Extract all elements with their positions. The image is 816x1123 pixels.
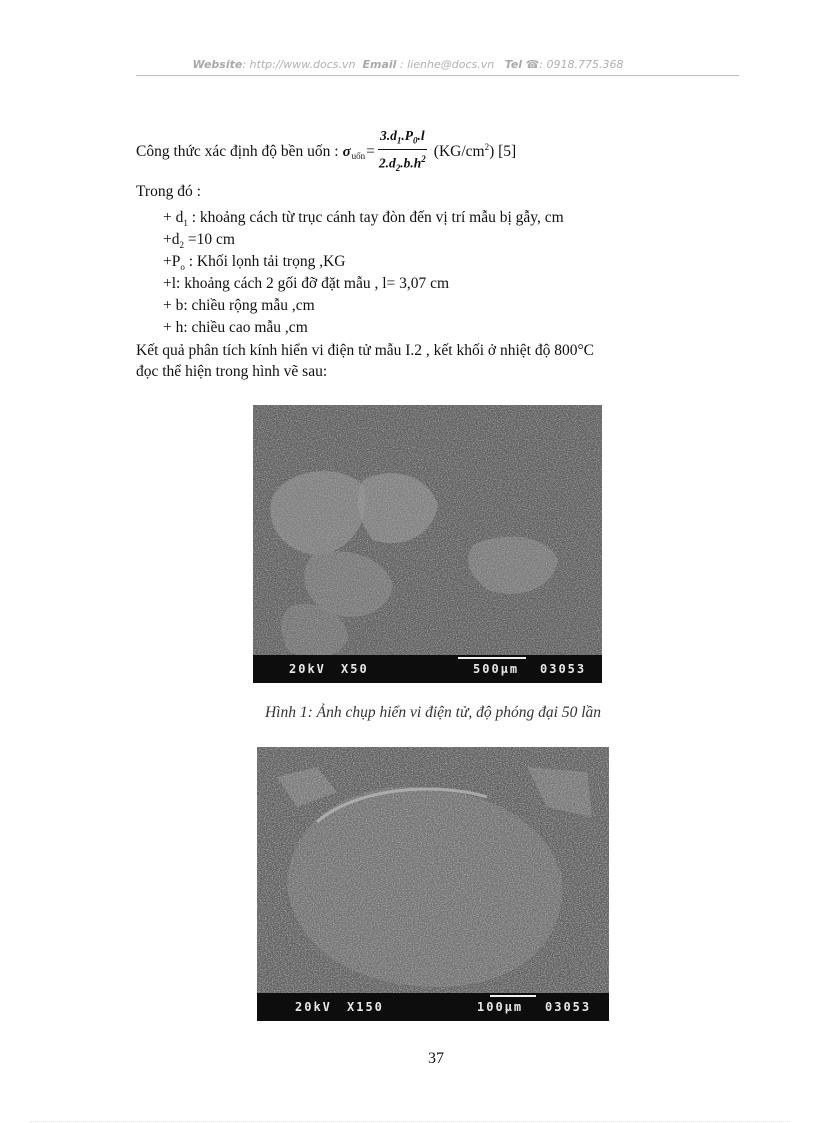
page-header [0, 58, 816, 71]
website-label: Website [192, 58, 243, 71]
sem-info-bar-x150 [257, 993, 609, 1021]
formula-equals: = [366, 143, 375, 160]
sem-scale-label-x150: 100μm [477, 1000, 524, 1014]
tel-value: : 0918.775.368 [539, 58, 624, 71]
tel-label: Tel [504, 58, 523, 71]
phone-icon: ☎ [525, 58, 540, 71]
legend-item-b: + b: chiều rộng mẫu ,cm [163, 297, 315, 314]
figure-1-caption: Hình 1: Ảnh chụp hiển vi điện tử, độ phóng đại 50 lần [264, 704, 602, 721]
legend-item-l: +l: khoảng cách 2 gối đỡ đặt mẫu , l= 3,07 cm [163, 275, 450, 292]
sem-scale-bar-x50 [458, 657, 526, 659]
formula-denominator: $2.d_2.b.h^2$ [378, 154, 426, 174]
sigma-subscript: uốn [351, 151, 366, 161]
page-number: 37 [428, 1050, 444, 1067]
bending-strength-formula [136, 127, 517, 174]
result-line-1: Kết quả phân tích kính hiển vi điện tử mẫu I.2 , kết khối ở nhiệt độ 800°C [136, 342, 595, 359]
sem-voltage-x50: 20kV [289, 662, 326, 676]
sem-image-x150 [257, 747, 609, 1021]
website-value: : http://www.docs.vn [242, 58, 356, 71]
footer-divider [30, 1121, 790, 1122]
sem-code-x150: 03053 [545, 1000, 592, 1014]
email-value: : lienhe@docs.vn [399, 58, 495, 71]
legend-item-h: + h: chiều cao mẫu ,cm [163, 319, 308, 336]
sem-info-bar-x50 [253, 655, 602, 683]
sem-image-x50 [253, 405, 602, 683]
formula-unit: $(KG/cm^2)$ [5] [433, 142, 517, 161]
formula-fraction [377, 128, 428, 177]
sem-voltage-x150: 20kV [295, 1000, 332, 1014]
sigma-symbol: σ [342, 143, 351, 160]
legend-item-p: $+P_o$ : Khối lọnh tải trọng ,KG [163, 253, 346, 273]
legend-item-d2: $+d_2 =10$ cm [163, 231, 235, 251]
sem-scale-bar-x150 [490, 995, 536, 997]
legend-item-d1: + $d_1$ : khoảng cách từ trục cánh tay đòn đến vị trí mẫu bị gẫy, cm [163, 209, 564, 229]
result-line-2: đọc thể hiện trong hình vẽ sau: [136, 363, 328, 380]
sem-scale-label-x50: 500μm [473, 662, 520, 676]
sem-magnification-x50: X50 [341, 662, 369, 676]
sem-texture-x50 [253, 405, 602, 683]
formula-numerator: $3.d_1.P_0.l$ [378, 128, 427, 151]
email-label: Email [362, 58, 397, 71]
sem-magnification-x150: X150 [347, 1000, 384, 1014]
header-divider [136, 75, 739, 76]
sem-code-x50: 03053 [540, 662, 587, 676]
legend-title: Trong đó : [136, 183, 201, 200]
formula-intro: Công thức xác định độ bền uốn : [136, 143, 339, 160]
sem-texture-x150 [257, 747, 609, 1021]
